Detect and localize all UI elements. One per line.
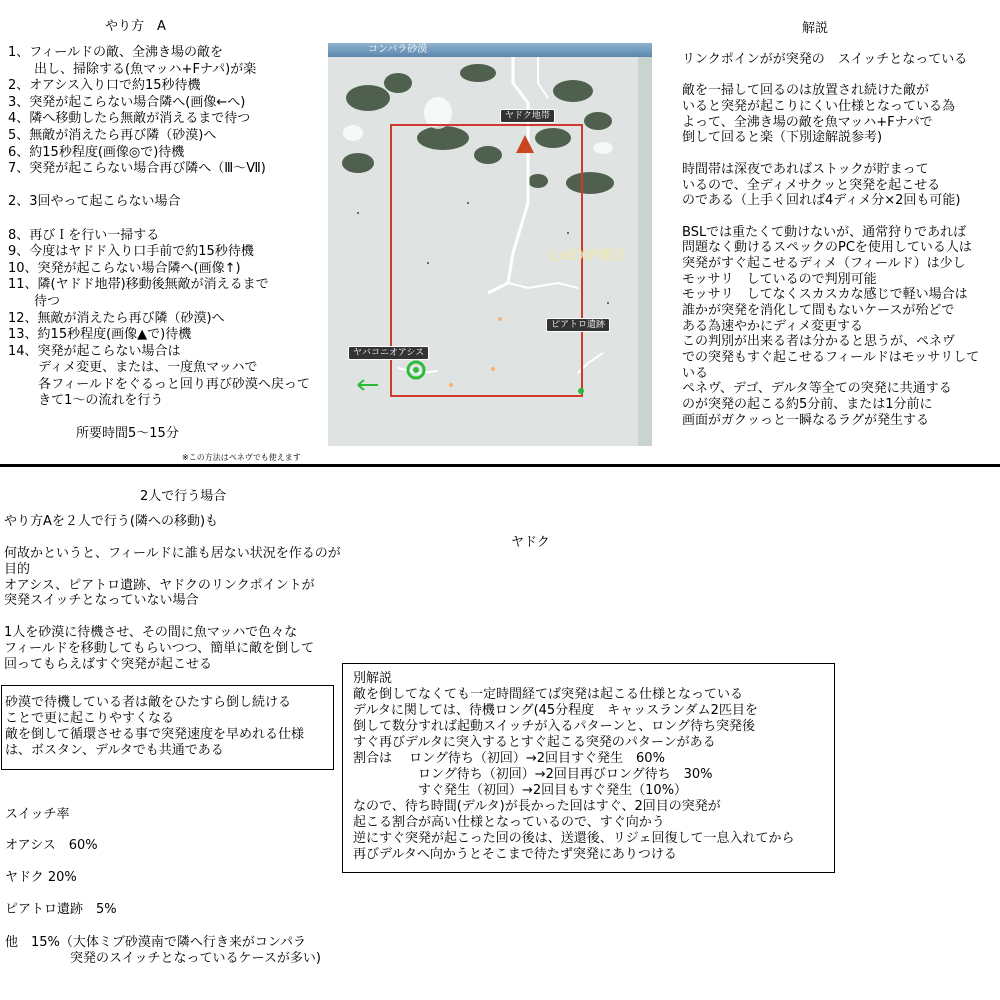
footnote: ※この方法はペネヴでも使えます: [182, 453, 301, 462]
left-step-line: 5、無敵が消えたら再び隣（砂漠)へ: [8, 127, 217, 143]
right-explanation-line: いる: [682, 365, 709, 381]
map-image: [328, 43, 652, 446]
two-box-line: 砂漠で待機している者は敵をひたすら倒し続ける: [5, 695, 292, 710]
right-explanation-line: 誰かが突発を消化して間もないケースが殆どで: [682, 303, 955, 318]
right-explanation-line: 突発がすぐ起こせるディメ（フィールド）は少し: [682, 255, 966, 271]
extra-line: 倒して数分すれば起動スイッチが入るパターンと、ロング待ち突発後: [353, 719, 755, 734]
left-step-line: 3、突発が起こらない場合隣へ(画像←へ): [8, 94, 246, 110]
two-line: [4, 530, 341, 546]
left-step-line: 6、約15秒程度(画像◎で)待機: [8, 144, 185, 160]
map-watermark: LvEXP補正: [550, 248, 627, 264]
right-explanation-line: のが突発の起こる約5分前、または1分前に: [682, 397, 933, 413]
left-title: やり方 A: [105, 19, 166, 34]
right-explanation: [682, 52, 979, 429]
right-explanation-line: リンクポインがが突発の スイッチとなっている: [682, 52, 968, 67]
left-step-line: [8, 178, 310, 195]
section-divider: [0, 464, 1000, 467]
required-time: 所要時間5～15分: [76, 426, 179, 441]
right-explanation-line: のである（上手く回れば4ディメ分×2回も可能): [682, 193, 961, 209]
right-explanation-line: いるので、全ディメサクッと突発を起こせる: [682, 177, 941, 193]
right-explanation-line: ある為速やかにディメ変更する: [682, 318, 863, 334]
two-box-line: ことで更に起こりやすくなる: [5, 711, 175, 726]
left-step-line: 9、今度はヤドド入り口手前で約15秒待機: [8, 244, 254, 260]
right-explanation-line: 問題なく動けるスペックのPCを使用している人は: [682, 240, 972, 256]
right-explanation-line: この判別が出来る者は分かると思うが、ペネヴ: [682, 334, 956, 350]
extra-line: すぐ発生（初回）→2回目もすぐ発生（10%）: [353, 783, 688, 798]
two-line: 目的: [4, 561, 31, 577]
extra-box: [342, 663, 835, 873]
right-explanation-line: BSLでは重たくて動けないが、通常狩りであれば: [682, 224, 967, 240]
extra-line: なので、待ち時間(デルタ)が長かった回はすぐ、2回目の突発が: [353, 799, 721, 814]
right-explanation-line: モッサリ しているので判別可能: [682, 271, 877, 287]
right-title: 解説: [802, 21, 829, 36]
two-box-line: は、ボスタン、デルタでも共通である: [5, 743, 224, 758]
left-step-line: 14、突発が起こらない場合は: [8, 343, 181, 359]
map-label-oasis: ヤバコニオアシス: [348, 346, 429, 360]
right-explanation-line: [682, 209, 979, 225]
left-step-line: 11、隣(ヤドド地帯)移動後無敵が消えるまで: [8, 277, 269, 293]
left-step-line: 待つ: [8, 293, 61, 309]
left-step-line: ディメ変更、または、一度魚マッハで: [8, 360, 258, 376]
right-explanation-line: 画面がガクッっと一瞬なるラグが発生する: [682, 412, 930, 428]
left-step-line: 4、隣へ移動したら無敵が消えるまで待つ: [8, 111, 251, 127]
right-explanation-line: 敵を一掃して回るのは放置され続けた敵が: [682, 83, 930, 99]
extra-line: すぐ再びデルタに突入するとすぐ起こる突発のパターンがある: [353, 735, 716, 750]
left-step-line: 各フィールドをぐるっと回り再び砂漠へ戻って: [8, 376, 310, 392]
left-step-line: 13、約15秒程度(画像▲で)待機: [8, 327, 192, 343]
right-explanation-line: モッサリ してなくスカスカな感じで軽い場合は: [682, 287, 968, 303]
left-step-line: 2、3回やって起こらない場合: [8, 194, 181, 210]
extra-line: 起こる割合が高い仕様となっているので、すぐ向かう: [353, 815, 665, 830]
left-step-line: 12、無敵が消えたら再び隣（砂漠)へ: [8, 310, 225, 326]
switch-title: スイッチ率: [5, 807, 70, 822]
two-line: 何故かというと、フィールドに誰も居ない状況を作るのが: [4, 545, 341, 561]
map-title: コンバラ砂漠: [328, 43, 652, 57]
switch-other-2: 突発のスイッチとなっているケースが多い): [5, 951, 321, 966]
left-step-line: 8、再びＩを行い一掃する: [8, 227, 160, 243]
extra-line: 再びデルタへ向かうとそこまで待たず突発にありつける: [353, 847, 677, 862]
left-step-line: 10、突発が起こらない場合隣へ(画像↑): [8, 260, 241, 276]
extra-line: 割合は ロング待ち（初回）→2回目すぐ発生 60%: [353, 751, 665, 766]
two-line: やり方Aを２人で行う(隣への移動)も: [4, 514, 219, 529]
two-line: オアシス、ピアトロ遺跡、ヤドクのリンクポイントが: [4, 577, 315, 593]
two-box: [1, 685, 334, 770]
extra-line: 敵を倒してなくても一定時間経てば突発は起こる仕様となっている: [353, 687, 744, 702]
switch-oasis: オアシス 60%: [5, 838, 98, 853]
right-explanation-line: 倒して回ると楽（下別途解説参考): [682, 130, 883, 146]
right-explanation-line: よって、全沸き場の敵を魚マッハ+Fナパで: [682, 114, 933, 130]
right-explanation-line: [682, 146, 979, 162]
left-step-line: 7、突発が起こらない場合再び隣へ（Ⅲ～Ⅶ): [8, 161, 266, 177]
two-box-line: 敵を倒して循環させる事で突発速度を早めれる仕様: [5, 727, 305, 742]
left-step-line: きて1～の流れを行う: [8, 393, 164, 409]
two-lines: [4, 514, 341, 673]
left-step-line: 1、フィールドの敵、全沸き場の敵を: [8, 45, 223, 60]
extra-line: デルタに関しては、待機ロング(45分程度 キャッスランダム2匹目を: [353, 703, 758, 718]
two-line: フィールドを移動してもらいつつ、簡単に敵を倒して: [4, 641, 315, 657]
extra-line: 別解説: [353, 671, 393, 686]
extra-line: ロング待ち（初回）→2回目再びロング待ち 30%: [353, 767, 713, 782]
two-line: [4, 609, 341, 625]
switch-yadoku: ヤドク 20%: [5, 870, 77, 885]
right-explanation-line: での突発もすぐ起こせるフィールドはモッサリして: [682, 350, 980, 366]
right-explanation-line: ペネヴ、デゴ、デルタ等全ての突発に共通する: [682, 381, 952, 397]
switch-other-1: 他 15%（大体ミブ砂漠南で隣へ行き来がコンパラ: [5, 935, 306, 950]
yadoku-title: ヤドク: [511, 535, 550, 550]
two-line: 1人を砂漠に待機させ、その間に魚マッハで色々な: [4, 625, 298, 641]
switch-piatoro: ピアトロ遺跡 5%: [5, 902, 117, 917]
map-label-piatoro: ピアトロ遺跡: [546, 318, 610, 332]
left-step-line: [8, 211, 310, 228]
map-label-yadodo: ヤドク地帯: [500, 109, 555, 123]
two-title: 2人で行う場合: [140, 489, 227, 504]
extra-line: 逆にすぐ突発が起こった回の後は、送還後、リジェ回復して一息入れてから: [353, 831, 795, 846]
right-explanation-line: いると突発が起こりにくい仕様となっている為: [682, 99, 956, 115]
left-step-line: 2、オアシス入り口で約15秒待機: [8, 78, 201, 94]
right-explanation-line: [682, 68, 979, 84]
left-steps: [8, 45, 310, 410]
two-line: 回ってもらえばすぐ突発が起こせる: [4, 657, 213, 673]
two-line: 突発スイッチとなっていない場合: [4, 593, 199, 609]
right-explanation-line: 時間帯は深夜であればストックが貯まって: [682, 161, 929, 177]
left-step-line: 出し、掃除する(魚マッハ+Fナパ)が楽: [8, 61, 257, 77]
